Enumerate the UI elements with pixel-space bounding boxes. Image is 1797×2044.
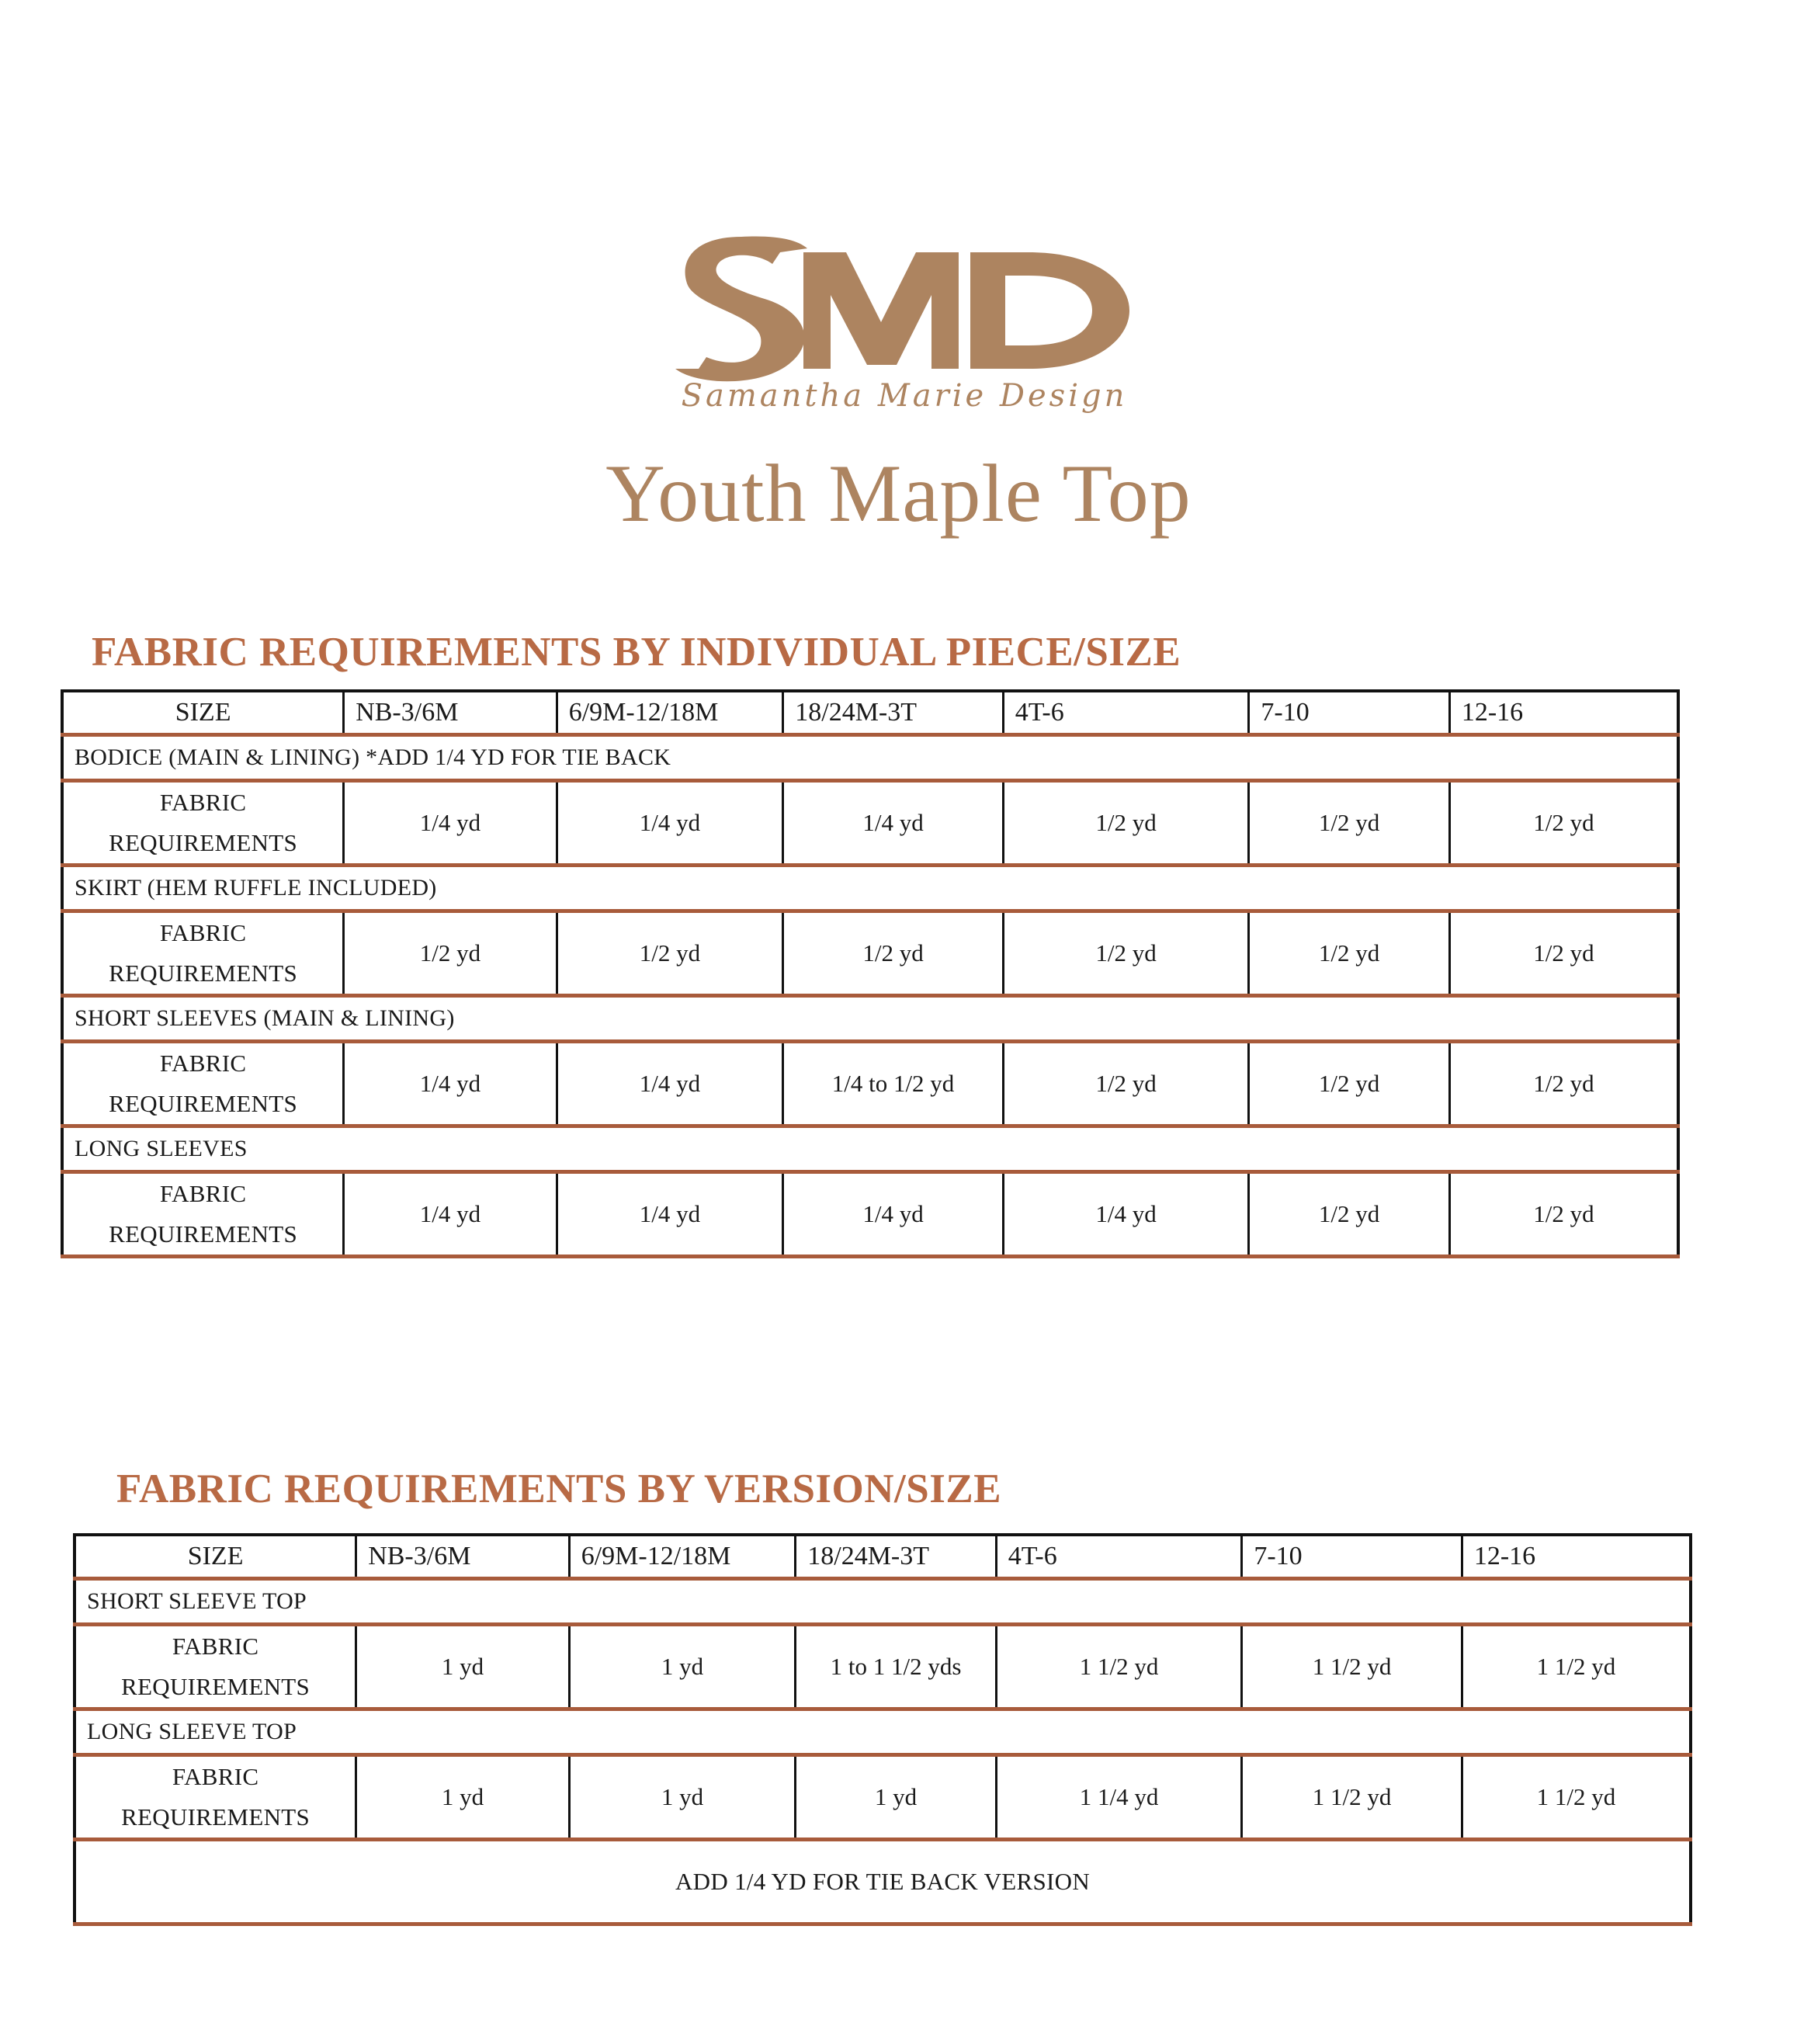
row-label: FABRIC REQUIREMENTS: [62, 911, 344, 996]
section-title-skirt: SKIRT (HEM RUFFLE INCLUDED): [62, 866, 1678, 911]
size-column-header: 4T-6: [1003, 691, 1249, 735]
table-cell: 1/2 yd: [1249, 781, 1449, 866]
version-table-heading: FABRIC REQUIREMENTS BY VERSION/SIZE: [116, 1466, 1002, 1511]
table-cell: 1/4 yd: [783, 1172, 1004, 1257]
table-cell: 1/4 yd: [344, 1042, 557, 1126]
table-cell: 1 yd: [569, 1755, 796, 1840]
table-cell: 1 1/2 yd: [1242, 1755, 1462, 1840]
row-label: FABRIC REQUIREMENTS: [62, 781, 344, 866]
table-cell: 1/4 yd: [557, 781, 783, 866]
size-header: SIZE: [62, 691, 344, 735]
table-cell: 1/2 yd: [1249, 911, 1449, 996]
table-cell: 1/2 yd: [783, 911, 1004, 996]
size-column-header: 18/24M-3T: [796, 1535, 996, 1579]
section-row: [62, 735, 1678, 781]
piece-table-heading: FABRIC REQUIREMENTS BY INDIVIDUAL PIECE/SIZE: [92, 630, 1181, 675]
table-row: [62, 911, 1678, 996]
table-cell: 1 1/2 yd: [1462, 1625, 1691, 1709]
table-header-row: [75, 1535, 1691, 1579]
table-cell: 1/2 yd: [1449, 781, 1678, 866]
brand-logo: [664, 229, 1145, 423]
table-cell: 1/4 yd: [783, 781, 1004, 866]
row-label: FABRIC REQUIREMENTS: [62, 1042, 344, 1126]
table-cell: 1 yd: [356, 1625, 570, 1709]
table-cell: 1 1/2 yd: [1462, 1755, 1691, 1840]
table-cell: 1/2 yd: [1449, 911, 1678, 996]
table-cell: 1/2 yd: [557, 911, 783, 996]
size-column-header: 7-10: [1249, 691, 1449, 735]
tie-back-note: ADD 1/4 YD FOR TIE BACK VERSION: [75, 1840, 1691, 1924]
size-column-header: 4T-6: [996, 1535, 1242, 1579]
size-column-header: 18/24M-3T: [783, 691, 1004, 735]
section-row: [62, 866, 1678, 911]
section-row: [62, 1126, 1678, 1172]
table-cell: 1 1/4 yd: [996, 1755, 1242, 1840]
table-header-row: [62, 691, 1678, 735]
size-column-header: 12-16: [1462, 1535, 1691, 1579]
fabric-by-piece-table: [61, 689, 1680, 1258]
footer-note-row: [75, 1840, 1691, 1924]
section-row: [75, 1709, 1691, 1755]
table-cell: 1 yd: [796, 1755, 996, 1840]
table-cell: 1/4 yd: [344, 1172, 557, 1257]
table-cell: 1 yd: [569, 1625, 796, 1709]
table-cell: 1 1/2 yd: [1242, 1625, 1462, 1709]
section-title-long-sleeves: LONG SLEEVES: [62, 1126, 1678, 1172]
table-cell: 1/4 yd: [557, 1042, 783, 1126]
section-row: [62, 996, 1678, 1042]
size-column-header: 6/9M-12/18M: [569, 1535, 796, 1579]
table-cell: 1/4 to 1/2 yd: [783, 1042, 1004, 1126]
section-title-short-sleeve-top: SHORT SLEEVE TOP: [75, 1579, 1691, 1625]
brand-script-name: Samantha Marie Design: [681, 378, 1128, 414]
table-cell: 1/2 yd: [1003, 911, 1249, 996]
row-label: FABRIC REQUIREMENTS: [62, 1172, 344, 1257]
table-row: [62, 781, 1678, 866]
table-cell: 1/2 yd: [1003, 1042, 1249, 1126]
table-cell: 1/2 yd: [1249, 1172, 1449, 1257]
size-column-header: 7-10: [1242, 1535, 1462, 1579]
table-cell: 1/2 yd: [1249, 1042, 1449, 1126]
size-header: SIZE: [75, 1535, 356, 1579]
table-cell: 1/2 yd: [1449, 1172, 1678, 1257]
table-cell: 1 to 1 1/2 yds: [796, 1625, 996, 1709]
size-column-header: 12-16: [1449, 691, 1678, 735]
table-cell: 1/4 yd: [344, 781, 557, 866]
table-cell: 1 yd: [356, 1755, 570, 1840]
table-cell: 1/2 yd: [344, 911, 557, 996]
table-cell: 1/2 yd: [1449, 1042, 1678, 1126]
fabric-by-version-table: [73, 1533, 1692, 1926]
size-column-header: 6/9M-12/18M: [557, 691, 783, 735]
table-cell: 1/2 yd: [1003, 781, 1249, 866]
row-label: FABRIC REQUIREMENTS: [75, 1625, 356, 1709]
section-title-bodice: BODICE (MAIN & LINING) *ADD 1/4 YD FOR TIE BACK: [62, 735, 1678, 781]
section-title-long-sleeve-top: LONG SLEEVE TOP: [75, 1709, 1691, 1755]
table-row: [62, 1042, 1678, 1126]
section-row: [75, 1579, 1691, 1625]
table-row: [75, 1625, 1691, 1709]
table-cell: 1/4 yd: [557, 1172, 783, 1257]
page-title: Youth Maple Top: [605, 448, 1192, 539]
row-label: FABRIC REQUIREMENTS: [75, 1755, 356, 1840]
size-column-header: NB-3/6M: [344, 691, 557, 735]
table-row: [62, 1172, 1678, 1257]
size-column-header: NB-3/6M: [356, 1535, 570, 1579]
table-cell: 1 1/2 yd: [996, 1625, 1242, 1709]
table-cell: 1/4 yd: [1003, 1172, 1249, 1257]
table-row: [75, 1755, 1691, 1840]
section-title-short-sleeves: SHORT SLEEVES (MAIN & LINING): [62, 996, 1678, 1042]
